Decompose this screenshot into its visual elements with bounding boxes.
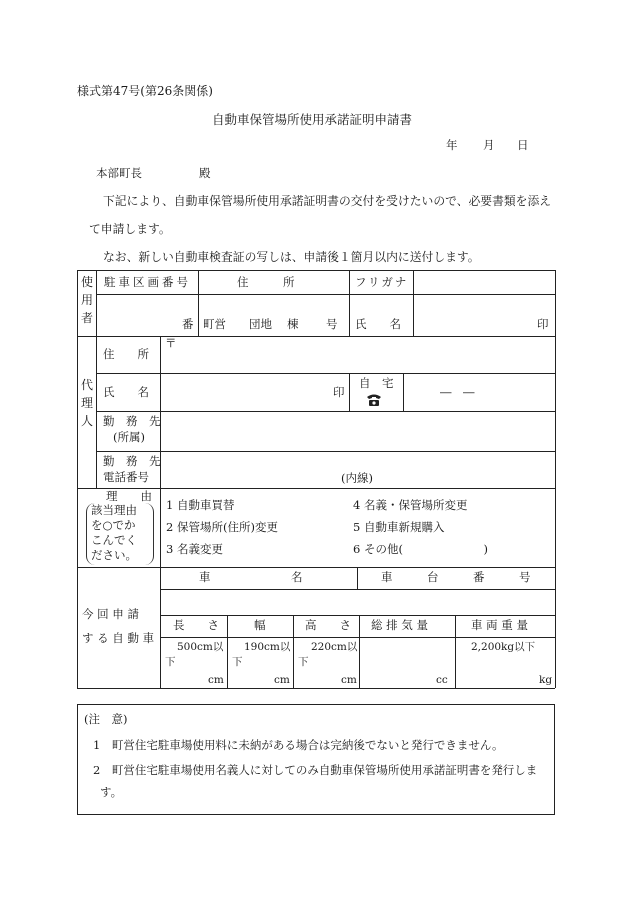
vehicle-section-label-line-1: 今 回 申 請 (82, 607, 139, 621)
length-unit: cm (208, 674, 224, 686)
reason-instruction-line-1: 該当理由 (91, 503, 137, 517)
length-limit-line-1: 500cm以 (177, 641, 224, 653)
agent-seal-mark: 印 (333, 385, 345, 399)
date-year-label: 年 (446, 138, 458, 152)
reason-instruction-line-4: ださい。 (91, 548, 137, 562)
furigana-label: フリガナ (355, 275, 409, 289)
body-paragraph-1-line-1: 下記により、自動車保管場所使用承諾証明書の交付を受けたいので、必要書類を添え (103, 194, 552, 208)
note-1: 1 町営住宅駐車場使用料に未納がある場合は完納後でないと発行できません。 (93, 738, 504, 752)
home-phone-dashes: ― ― (440, 385, 475, 399)
reason-instruction-line-2: を○でか (91, 518, 136, 532)
body-paragraph-1-line-2: て申請します。 (89, 222, 171, 236)
address-building-label: 棟 (287, 317, 299, 331)
user-seal-mark: 印 (537, 317, 549, 331)
date-month-label: 月 (483, 138, 495, 152)
address-number-label: 号 (326, 317, 338, 331)
work-phone-label-line-1: 勤 務 先 (103, 454, 161, 468)
addressee-honorific: 殿 (199, 166, 211, 180)
parking-number-label: 駐車区画番号 (104, 275, 191, 289)
agent-name-label: 氏 名 (103, 385, 149, 399)
addressee-name: 本部町長 (96, 166, 142, 180)
note-2-line-2: す。 (100, 785, 123, 799)
displacement-unit: cc (436, 674, 448, 686)
extension-label: (内線) (341, 471, 373, 485)
height-limit-line-1: 220cm以 (311, 641, 358, 653)
reason-option-4[interactable]: 4 名義・保管場所変更 (353, 498, 468, 512)
width-label: 幅 (254, 618, 266, 632)
height-label: 高 さ (305, 618, 351, 632)
work-phone-label-line-2: 電話番号 (103, 470, 149, 484)
width-unit: cm (274, 674, 290, 686)
form-number: 様式第47号(第26条関係) (77, 84, 213, 98)
agent-address-label: 住 所 (103, 347, 149, 361)
displacement-label: 総 排 気 量 (371, 618, 428, 632)
address-danchi-label: 団地 (249, 317, 272, 331)
plate-number-label: 車 台 番 号 (381, 570, 531, 584)
body-paragraph-2: なお、新しい自動車検査証の写しは、申請後１箇月以内に送付します。 (103, 250, 480, 264)
length-label: 長 さ (173, 618, 219, 632)
notes-box (77, 704, 555, 815)
vehicle-section-label-line-2: す る 自 動 車 (82, 631, 155, 645)
agent-section-label: 代理人 (80, 378, 93, 428)
height-unit: cm (341, 674, 357, 686)
user-section-label: 使用者 (80, 275, 93, 325)
workplace-label-line-2: (所属) (113, 430, 145, 444)
reason-instruction-line-3: こんでく (91, 533, 137, 547)
reason-option-6[interactable]: 6 その他( ) (353, 542, 488, 556)
reason-option-3[interactable]: 3 名義変更 (166, 542, 223, 556)
workplace-label-line-1: 勤 務 先 (103, 414, 161, 428)
form-title: 自動車保管場所使用承諾証明申請書 (212, 112, 413, 127)
reason-option-1[interactable]: 1 自動車買替 (166, 498, 235, 512)
date-day-label: 日 (517, 138, 529, 152)
car-name-label: 車 名 (199, 570, 303, 584)
length-limit-line-2: 下 (165, 656, 176, 668)
width-limit-line-1: 190cm以 (244, 641, 291, 653)
telephone-icon (366, 393, 382, 407)
address-town-label: 町営 (203, 317, 226, 331)
reason-option-2[interactable]: 2 保管場所(住所)変更 (166, 520, 278, 534)
height-limit-line-2: 下 (298, 656, 309, 668)
postal-mark: 〒 (165, 336, 177, 350)
notes-heading: (注 意) (84, 712, 128, 726)
vehicle-weight-label: 車 両 重 量 (471, 618, 528, 632)
parking-number-unit: 番 (182, 317, 194, 331)
weight-unit: kg (539, 674, 553, 686)
reason-heading: 理 由 (106, 489, 152, 503)
home-phone-label: 自 宅 (359, 376, 394, 390)
reason-option-5[interactable]: 5 自動車新規購入 (353, 520, 445, 534)
address-label: 住 所 (237, 275, 295, 289)
user-name-label: 氏 名 (355, 317, 401, 331)
note-2-line-1: 2 町営住宅駐車場使用名義人に対してのみ自動車保管場所使用承諾証明書を発行しま (93, 763, 538, 777)
width-limit-line-2: 下 (232, 656, 243, 668)
weight-limit: 2,200kg以下 (471, 641, 536, 653)
